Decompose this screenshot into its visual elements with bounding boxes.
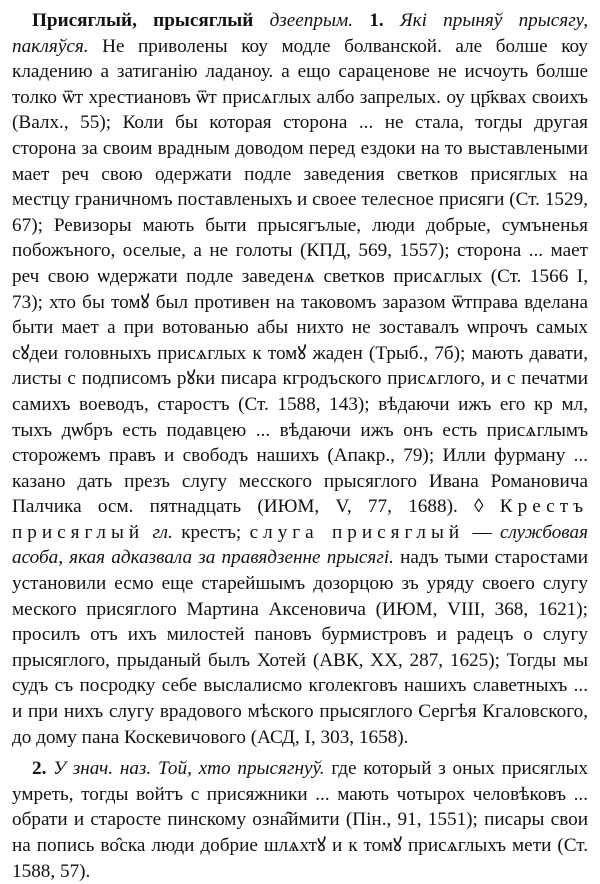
sense-1-definition: Які прыняў прысягу, пакляўся.: [12, 10, 589, 57]
subentry-citations-2: надъ тыми старостами установили есмо еще старейшымъ дозорцою зъ уряду своего слугу меского присяглого Мартина Аксеновича (ИЮМ, VIII, 368, 1621); просилъ отъ ихъ милостей пановъ бурмистровъ и радецъ о слугу прысяглого, прыданый былъ Хотей (АВК, XX, 287, 1625); Тогды мы судъ съ посродку себе выслалисмо кголекговъ нашихъ славетныхъ ... и при нихъ слугу врадового мѣского прысяглого Сергѣя Кгаловского, до дому пана Коскевичового (АСД, І, 303, 1658).: [12, 547, 589, 748]
subentry-definition-2: службовая асоба, якая адказвала за правядзенне прысягі.: [12, 521, 588, 569]
part-of-speech: дзеепрым.: [269, 10, 354, 31]
sense-2-paragraph: [12, 756, 588, 884]
subentry-marker: ◊: [474, 496, 484, 518]
subentry-gloss-1: гл.: [152, 521, 173, 543]
sense-2-definition: У знач. наз. Той, хто прысягнуў.: [53, 758, 325, 780]
subentry-phrase-1: Крестъ присяглый: [12, 496, 589, 543]
subentry-dash: —: [472, 521, 492, 543]
sense-1-paragraph: [12, 8, 588, 750]
subentry-phrase-2: слуга присяглый: [249, 521, 465, 543]
sense-1-number: 1.: [369, 10, 384, 31]
sense-2-citations: где который з оных присяглых умреть, тогды войтъ с присяжники ... мають чотырох человѣковъ ... обрати и старосте пинскому озна̂ймити (Пін., 91, 1551); писары свои на попись во̂ска люди добрие шлѧхтꙋ и к томꙋ присѧглыхъ мети (Ст. 1588, 57).: [12, 758, 589, 882]
subentry-text-1: крестъ;: [181, 521, 242, 543]
sense-1-citations: Не приволены коу модле болванской. але болше коу кладению а затиганію ладаноу. а ещо сараценове не исчоуть болше толко ѿт хрестиановъ ѿт присѧглых албо запрелых. оу цр҃квах своихъ (Валх., 55); Коли бы которая сторона ... не стала, тогды другая сторона за своим врадным доводом перед ездоки на то выставлеными мает реч свою одержати подле заведения светков присяглых на местцу граничномъ поставленыхъ и своее телесное присяги (Ст. 1529, 67); Ревизоры мають быти прысягълые, люди добрые, сумъненья побожъного, оселые, а не голоты (КПД, 569, 1557); сторона ... мает реч свою ѡдержати подле заведенѧ светков присѧглых (Ст. 1566 І, 73); хто бы томꙋ был противен на таковомъ заразом ѿтправа вделана быти мает а при вотованью абы нихто не зоставалъ ѡпрочъ самых сꙋдеи головныхъ присѧглых к томꙋ жаден (Трыб., 7б); мають давати, листы с подписомъ рꙋки писара кгродъского присѧглого, и с печатми самихъ воеводъ, старостъ (Ст. 1588, 143); вѣдаючи ижъ его кр мл, тыхъ дѡбръ есть подавцею ... вѣдаючи ижъ онъ есть присѧглымъ сторожемъ правъ и свободъ нашихъ (Апакр., 79); Илли фурману ... казано дать презъ слугу месского прысяглого Ивана Романовича Палчика осм. пятнадцать (ИЮМ, V, 77, 1688).: [12, 35, 588, 518]
headword: Присяглый, прысяглый: [32, 10, 254, 31]
sense-2-number: 2.: [32, 758, 47, 780]
